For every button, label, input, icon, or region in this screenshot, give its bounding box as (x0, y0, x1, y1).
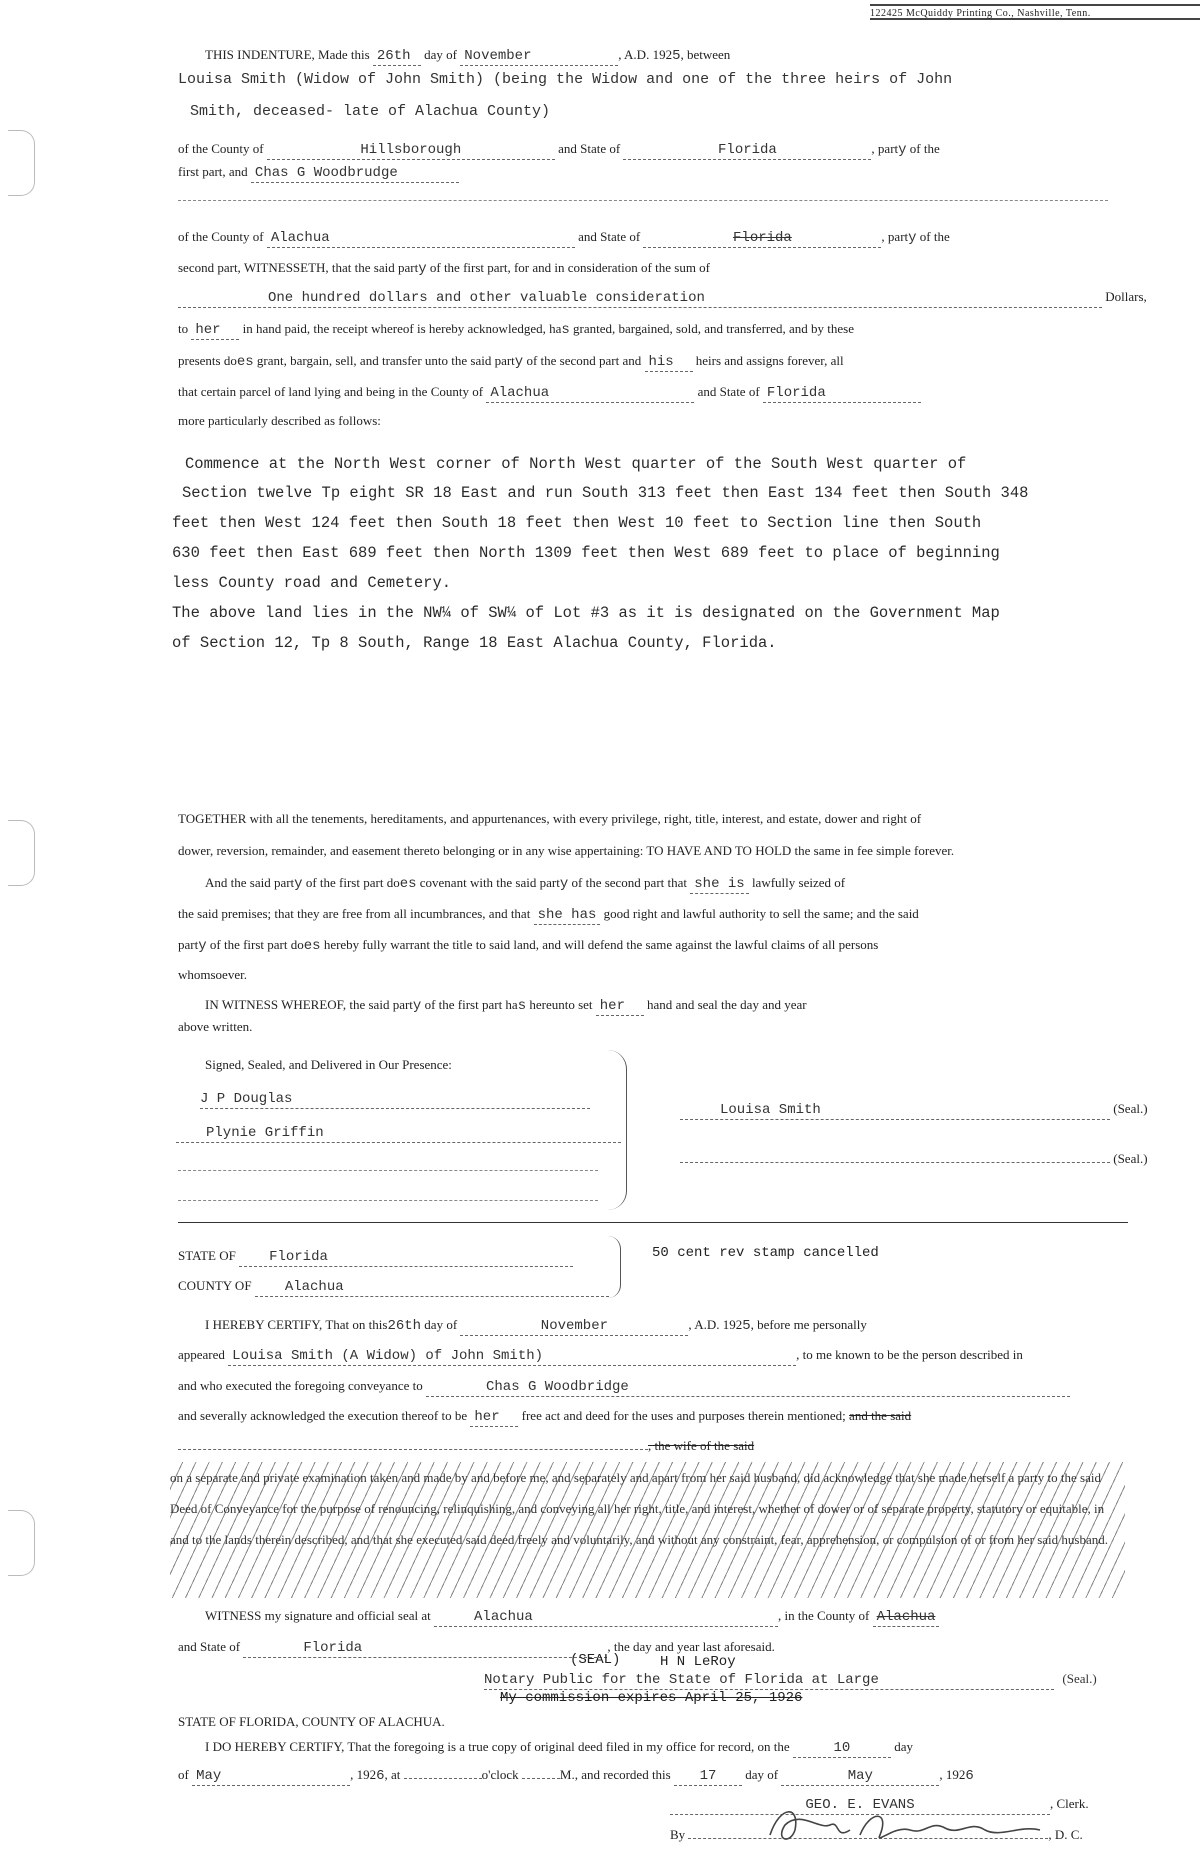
brace-icon (608, 1236, 621, 1298)
description-line: Commence at the North West corner of North West quarter of the South West quarter of (185, 455, 967, 473)
grantor-line: Louisa Smith (Widow of John Smith) (being the Widow and one of the three heirs of John (178, 71, 953, 88)
description-line: less County road and Cemetery. (172, 574, 452, 592)
description-line: Section twelve Tp eight SR 18 East and run South 313 feet then East 134 feet then South 348 (182, 484, 1029, 502)
description-line: 630 feet then East 689 feet then North 1309 feet then West 689 feet to place of beginning (172, 544, 1000, 562)
description-line: of Section 12, Tp 8 South, Range 18 East Alachua County, Florida. (172, 634, 777, 652)
binder-hole-icon (8, 820, 35, 886)
revenue-stamp-note: 50 cent rev stamp cancelled (652, 1245, 879, 1261)
description-line: The above land lies in the NW¼ of SW¼ of Lot #3 as it is designated on the Government Map (172, 604, 1000, 622)
covenant-line: whomsoever. (178, 967, 247, 982)
certify-line: I HEREBY CERTIFY, That on this26th day of November , A.D. 1925, before me personally (205, 1317, 867, 1334)
state-sig-line: and State of Florida , the day and year last aforesaid. (178, 1639, 775, 1656)
first-part-line: first part, and Chas G Woodbrudge (178, 163, 459, 183)
binder-hole-icon (8, 130, 35, 196)
grantor-line-cont: Smith, deceased- late of Alachua County) (190, 103, 551, 120)
witness-whereof-line: IN WITNESS WHEREOF, the said party of the first part has hereunto set her hand and seal the day and year (205, 997, 807, 1014)
presents-line: presents does grant, bargain, sell, and transfer unto the said party of the second part and his heirs and assigns forever, all (178, 353, 844, 370)
section-rule (178, 1222, 1128, 1223)
parcel-line: that certain parcel of land lying and being in the County of Alachua and State of Florida (178, 383, 921, 403)
indenture-day: 26th (373, 47, 421, 66)
conveyance-line: and who executed the foregoing conveyance to Chas G Woodbridge (178, 1377, 1070, 1397)
county-line-2: of the County of Alachua and State of Florida , party of the (178, 229, 950, 246)
covenant-line: the said premises; that they are free from all incumbrances, and that she has good right and lawful authority to sell the same; and the said (178, 906, 919, 923)
seal-mark: (SEAL) (570, 1652, 621, 1668)
paid-line: to her in hand paid, the receipt whereof is hereby acknowledged, has granted, bargained, sold, and transferred, and by these (178, 321, 854, 338)
consideration: One hundred dollars and other valuable consideration (178, 289, 1102, 308)
together-line: dower, reversion, remainder, and easement thereto belonging or in any wise appertaining: TO HAVE AND TO HOLD the same in fee simple forever. (178, 843, 955, 858)
more-line: more particularly described as follows: (178, 413, 381, 428)
record-line-2: of May , 1926, at o'clock M., and recorded this 17 day of May , 1926 (178, 1767, 974, 1784)
county-line-1: of the County of Hillsborough and State of Florida , party of the (178, 141, 940, 158)
ack-county-line: COUNTY OF Alachua (178, 1277, 609, 1297)
brace-icon (608, 1050, 627, 1210)
together-line: TOGETHER with all the tenements, hereditaments, and appurtenances, with every privilege, right, title, interest, and estate, dower and right of (178, 811, 922, 826)
covenant-line: party of the first part does hereby fully warrant the title to said land, and will defend the same against the lawful claims of all persons (178, 937, 879, 954)
witnesseth-line: second part, WITNESSETH, that the said party of the first part, for and in consideration of the sum of (178, 260, 711, 277)
indenture-month: November (460, 47, 618, 66)
witness-2: Plynie Griffin (176, 1124, 621, 1143)
blank-line (178, 200, 1108, 201)
witness-sig-line: WITNESS my signature and official seal at Alachua , in the County of Alachua (205, 1607, 939, 1627)
description-line: feet then West 124 feet then South 18 feet then West 10 feet to Section line then South (172, 514, 982, 532)
grantee-name: Chas G Woodbrudge (251, 164, 459, 183)
struck-clause: on a separate and private examination taken and made by and before me, and separately and apart from her said husband, did acknowledge that she made herself a party to the said Deed of Conveyance for the purpose of renouncing, relinquishing, and conveying all her right, title, and interest, whether of dower or of separate property, statutory or equitable, in and to the lands therein described, and that she executed said deed freely and voluntarily, and without any constraint, fear, apprehension, or compulsion of or from her said husband. (170, 1462, 1125, 1598)
deputy-signature-icon (760, 1800, 1050, 1850)
county-2: Alachua (267, 229, 575, 248)
ack-county: Alachua (255, 1278, 609, 1297)
printer-imprint: 122425 McQuiddy Printing Co., Nashville, Tenn. (870, 8, 1091, 19)
indenture-year: 5 (672, 48, 681, 64)
indenture-line-1: THIS INDENTURE, Made this 26th day of November , A.D. 1925, between (205, 47, 731, 64)
covenant-line: And the said party of the first part does covenant with the said party of the second part that she is lawfully seized of (205, 875, 846, 892)
deputy-clerk-line: By , D. C. (670, 1827, 1083, 1842)
witness-blank-line (178, 1170, 598, 1171)
state-1: Florida (623, 141, 871, 160)
wife-line: , the wife of the said (178, 1437, 754, 1455)
consideration-line: One hundred dollars and other valuable consideration Dollars, (178, 288, 1147, 308)
notary-line: Notary Public for the State of Florida at Large (Seal.) (484, 1671, 1097, 1688)
blank-signature: (Seal.) (680, 1150, 1148, 1168)
notary-name: H N LeRoy (660, 1654, 736, 1670)
ack-state-line: STATE OF Florida (178, 1247, 573, 1267)
witness-whereof-line: above written. (178, 1019, 253, 1034)
state-2: Florida (643, 229, 881, 248)
acknowledged-line: and severally acknowledged the execution thereof to be her free act and deed for the uses and purposes therein mentioned; and the said (178, 1408, 912, 1425)
grantor-signature: Louisa Smith (Seal.) (680, 1100, 1148, 1120)
witness-1: J P Douglas (200, 1090, 590, 1109)
ack-state: Florida (239, 1248, 573, 1267)
binder-hole-icon (8, 1510, 35, 1576)
county-1: Hillsborough (267, 141, 555, 160)
state-3: Florida (763, 384, 921, 403)
commission-expiry: My commission expires April 25, 1926 (500, 1690, 803, 1706)
record-line-1: I DO HEREBY CERTIFY, That the foregoing is a true copy of original deed filed in my office for record, on the 10 day (205, 1739, 913, 1756)
county-3: Alachua (486, 384, 694, 403)
appeared-line: appeared Louisa Smith (A Widow) of John Smith) , to me known to be the person described in (178, 1347, 1023, 1364)
clerk-line: GEO. E. EVANS , Clerk. (670, 1795, 1089, 1815)
record-state: STATE OF FLORIDA, COUNTY OF ALACHUA. (178, 1714, 445, 1729)
signing-heading: Signed, Sealed, and Delivered in Our Presence: (205, 1057, 452, 1072)
witness-blank-line (178, 1200, 598, 1201)
